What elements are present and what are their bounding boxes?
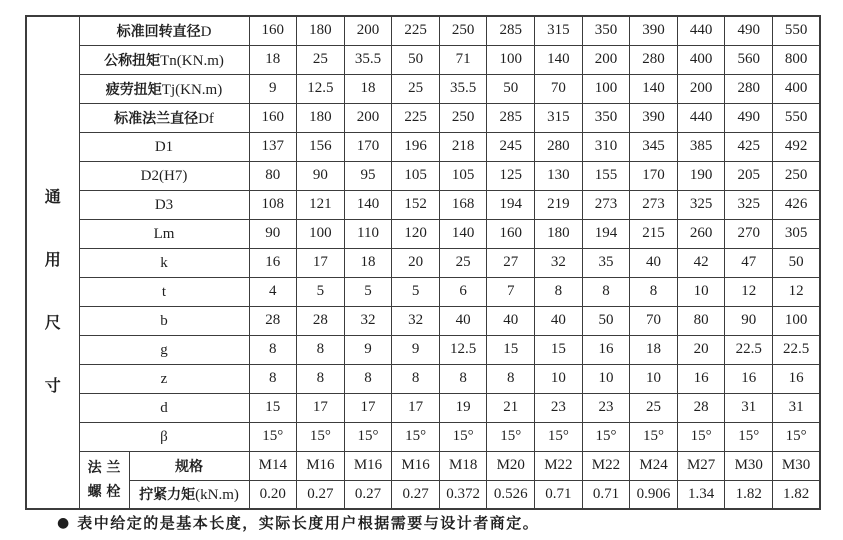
table-cell: 25 xyxy=(392,74,440,103)
table-cell: 108 xyxy=(249,190,297,219)
table-row xyxy=(26,219,820,248)
table-cell: 245 xyxy=(487,132,535,161)
table-cell: 90 xyxy=(249,219,297,248)
table-cell: 8 xyxy=(297,335,345,364)
table-cell: M27 xyxy=(677,451,725,480)
table-cell: 8 xyxy=(535,277,583,306)
table-cell: 10 xyxy=(535,364,583,393)
table-cell: 25 xyxy=(439,248,487,277)
table-cell: 15 xyxy=(487,335,535,364)
table-cell: 8 xyxy=(297,364,345,393)
table-cell: 200 xyxy=(582,45,630,74)
table-cell: 31 xyxy=(773,393,821,422)
table-cell: 9 xyxy=(392,335,440,364)
table-cell: 15° xyxy=(630,422,678,451)
table-cell: 140 xyxy=(535,45,583,74)
row-label-latin: b xyxy=(160,312,168,329)
table-cell: M24 xyxy=(630,451,678,480)
table-cell: 40 xyxy=(630,248,678,277)
table-cell: 440 xyxy=(677,16,725,45)
table-cell: 225 xyxy=(392,16,440,45)
table-cell: 17 xyxy=(297,248,345,277)
table-cell: 50 xyxy=(582,306,630,335)
table-cell: 0.27 xyxy=(392,480,440,509)
table-cell: 47 xyxy=(725,248,773,277)
table-cell: 125 xyxy=(487,161,535,190)
table-cell: 7 xyxy=(487,277,535,306)
table-row xyxy=(26,364,820,393)
dimension-group-char: 寸 xyxy=(44,375,61,395)
table-cell: 15° xyxy=(249,422,297,451)
table-row xyxy=(26,393,820,422)
table-cell: 285 xyxy=(487,103,535,132)
table-cell: M30 xyxy=(725,451,773,480)
table-cell: 15° xyxy=(725,422,773,451)
table-cell: 100 xyxy=(297,219,345,248)
table-cell: 194 xyxy=(582,219,630,248)
table-cell: 440 xyxy=(677,103,725,132)
table-row xyxy=(26,335,820,364)
row-label xyxy=(79,103,249,132)
table-cell: 15° xyxy=(392,422,440,451)
dimension-group-chars xyxy=(27,165,79,417)
flange-label-line: 螺 栓 xyxy=(87,483,121,500)
footnote xyxy=(57,512,539,533)
row-label xyxy=(129,480,249,509)
row-label-latin: Df xyxy=(198,110,214,127)
table-row xyxy=(26,16,820,45)
table-cell: 17 xyxy=(297,393,345,422)
table-cell: 156 xyxy=(297,132,345,161)
table-cell: 250 xyxy=(773,161,821,190)
table-cell: 390 xyxy=(630,103,678,132)
table-cell: 12.5 xyxy=(297,74,345,103)
table-cell: 15 xyxy=(535,335,583,364)
table-cell: 0.20 xyxy=(249,480,297,509)
table-cell: 155 xyxy=(582,161,630,190)
table-cell: 270 xyxy=(725,219,773,248)
table-cell: 8 xyxy=(582,277,630,306)
table-cell: 0.27 xyxy=(344,480,392,509)
table-cell: 4 xyxy=(249,277,297,306)
table-cell: 15° xyxy=(487,422,535,451)
table-cell: 490 xyxy=(725,16,773,45)
row-label xyxy=(79,422,249,451)
table-cell: 5 xyxy=(392,277,440,306)
table-cell: 15° xyxy=(582,422,630,451)
table-cell: 22.5 xyxy=(773,335,821,364)
dimension-group-char: 用 xyxy=(44,249,61,269)
row-label-latin: D xyxy=(200,23,212,40)
table-cell: 280 xyxy=(535,132,583,161)
table-cell: 35.5 xyxy=(344,45,392,74)
table-cell: M18 xyxy=(439,451,487,480)
table-row xyxy=(26,103,820,132)
table-cell: 6 xyxy=(439,277,487,306)
table-cell: M20 xyxy=(487,451,535,480)
row-label-zh: 标准回转直径 xyxy=(116,23,201,40)
table-cell: 8 xyxy=(249,364,297,393)
row-label-latin: β xyxy=(160,428,168,445)
table-cell: 0.71 xyxy=(582,480,630,509)
table-cell: 15° xyxy=(297,422,345,451)
table-row xyxy=(26,451,820,480)
table-cell: 15° xyxy=(535,422,583,451)
table-cell: 50 xyxy=(392,45,440,74)
row-label xyxy=(79,393,249,422)
row-label xyxy=(79,364,249,393)
table-cell: 8 xyxy=(392,364,440,393)
table-cell: 140 xyxy=(344,190,392,219)
table-cell: 12 xyxy=(725,277,773,306)
table-cell: 90 xyxy=(725,306,773,335)
row-label xyxy=(79,132,249,161)
table-cell: 5 xyxy=(297,277,345,306)
table-cell: 260 xyxy=(677,219,725,248)
table-cell: M30 xyxy=(773,451,821,480)
table-cell: 280 xyxy=(725,74,773,103)
table-row xyxy=(26,248,820,277)
table-cell: 152 xyxy=(392,190,440,219)
table-cell: M16 xyxy=(297,451,345,480)
table-cell: M22 xyxy=(582,451,630,480)
row-label xyxy=(79,335,249,364)
table-cell: 160 xyxy=(487,219,535,248)
table-cell: 35.5 xyxy=(439,74,487,103)
table-cell: 120 xyxy=(392,219,440,248)
row-label-zh: 拧紧力矩 xyxy=(139,487,196,504)
table-cell: 105 xyxy=(439,161,487,190)
table-cell: 25 xyxy=(630,393,678,422)
table-cell: 9 xyxy=(344,335,392,364)
row-label-zh: 规格 xyxy=(175,458,203,475)
table-cell: 10 xyxy=(677,277,725,306)
table-cell: 0.27 xyxy=(297,480,345,509)
row-label-latin: D2(H7) xyxy=(140,167,188,184)
flange-label-line: 法 兰 xyxy=(87,459,121,476)
table-cell: 50 xyxy=(487,74,535,103)
table-cell: 219 xyxy=(535,190,583,219)
row-label xyxy=(79,306,249,335)
table-cell: 400 xyxy=(773,74,821,103)
table-cell: 20 xyxy=(392,248,440,277)
table-cell: 170 xyxy=(344,132,392,161)
table-cell: 140 xyxy=(439,219,487,248)
table-cell: 28 xyxy=(297,306,345,335)
row-label-latin: Tn(KN.m) xyxy=(160,52,224,69)
table-cell: 19 xyxy=(439,393,487,422)
spec-table xyxy=(25,15,821,510)
table-cell: 550 xyxy=(773,16,821,45)
table-cell: 35 xyxy=(582,248,630,277)
table-cell: M22 xyxy=(535,451,583,480)
table-cell: 273 xyxy=(582,190,630,219)
row-label xyxy=(79,190,249,219)
table-cell: 18 xyxy=(630,335,678,364)
row-label-latin: g xyxy=(160,341,168,358)
table-cell: 32 xyxy=(344,306,392,335)
table-cell: 22.5 xyxy=(725,335,773,364)
table-cell: 8 xyxy=(249,335,297,364)
table-cell: 12 xyxy=(773,277,821,306)
table-cell: 345 xyxy=(630,132,678,161)
table-cell: 180 xyxy=(297,16,345,45)
dimension-group-char: 通 xyxy=(44,186,61,206)
table-cell: 18 xyxy=(344,248,392,277)
table-cell: 400 xyxy=(677,45,725,74)
row-label xyxy=(129,451,249,480)
table-cell: 0.906 xyxy=(630,480,678,509)
table-cell: 170 xyxy=(630,161,678,190)
table-cell: 90 xyxy=(297,161,345,190)
table-cell: 315 xyxy=(535,103,583,132)
table-cell: 205 xyxy=(725,161,773,190)
row-label xyxy=(79,161,249,190)
table-row xyxy=(26,74,820,103)
table-cell: 80 xyxy=(677,306,725,335)
table-cell: 492 xyxy=(773,132,821,161)
row-label-zh: 标准法兰直径 xyxy=(114,110,199,127)
table-cell: 8 xyxy=(630,277,678,306)
table-cell: 17 xyxy=(344,393,392,422)
table-cell: 80 xyxy=(249,161,297,190)
table-row xyxy=(26,132,820,161)
table-cell: 310 xyxy=(582,132,630,161)
table-cell: 550 xyxy=(773,103,821,132)
table-cell: 16 xyxy=(249,248,297,277)
bullet-icon: ● xyxy=(57,514,70,531)
table-cell: 250 xyxy=(439,103,487,132)
table-cell: 71 xyxy=(439,45,487,74)
row-label xyxy=(79,277,249,306)
table-cell: 426 xyxy=(773,190,821,219)
table-cell: 23 xyxy=(582,393,630,422)
table-cell: 180 xyxy=(535,219,583,248)
row-label-latin: t xyxy=(161,283,167,300)
row-label-latin: d xyxy=(160,399,168,416)
table-cell: 196 xyxy=(392,132,440,161)
table-cell: 16 xyxy=(677,364,725,393)
table-cell: 15° xyxy=(677,422,725,451)
table-cell: 390 xyxy=(630,16,678,45)
table-cell: 32 xyxy=(535,248,583,277)
table-row xyxy=(26,480,820,509)
table-cell: 16 xyxy=(773,364,821,393)
table-cell: 12.5 xyxy=(439,335,487,364)
table-cell: 28 xyxy=(249,306,297,335)
table-cell: 15° xyxy=(773,422,821,451)
table-cell: 490 xyxy=(725,103,773,132)
flange-bolt-group-label xyxy=(79,451,129,509)
table-cell: 21 xyxy=(487,393,535,422)
table-cell: 280 xyxy=(630,45,678,74)
table-cell: 385 xyxy=(677,132,725,161)
table-cell: 27 xyxy=(487,248,535,277)
table-cell: 1.34 xyxy=(677,480,725,509)
table-cell: 0.372 xyxy=(439,480,487,509)
table-cell: M16 xyxy=(392,451,440,480)
table-cell: 0.526 xyxy=(487,480,535,509)
table-cell: 50 xyxy=(773,248,821,277)
table-cell: 200 xyxy=(344,16,392,45)
table-cell: 9 xyxy=(249,74,297,103)
table-cell: 31 xyxy=(725,393,773,422)
table-cell: 20 xyxy=(677,335,725,364)
table-row xyxy=(26,277,820,306)
table-cell: 325 xyxy=(725,190,773,219)
row-label-latin: z xyxy=(160,370,168,387)
table-cell: 28 xyxy=(677,393,725,422)
table-cell: 10 xyxy=(630,364,678,393)
table-cell: 40 xyxy=(535,306,583,335)
table-cell: 40 xyxy=(439,306,487,335)
table-cell: 15 xyxy=(249,393,297,422)
table-cell: 137 xyxy=(249,132,297,161)
row-label-latin: D3 xyxy=(154,196,174,213)
table-cell: 560 xyxy=(725,45,773,74)
row-label-latin: Tj(KN.m) xyxy=(161,81,223,98)
table-cell: 180 xyxy=(297,103,345,132)
table-cell: 5 xyxy=(344,277,392,306)
row-label-latin: D1 xyxy=(154,138,174,155)
table-cell: 305 xyxy=(773,219,821,248)
table-cell: 215 xyxy=(630,219,678,248)
table-cell: 160 xyxy=(249,16,297,45)
table-cell: 15° xyxy=(439,422,487,451)
table-cell: 16 xyxy=(582,335,630,364)
table-cell: 350 xyxy=(582,103,630,132)
table-cell: 42 xyxy=(677,248,725,277)
row-label xyxy=(79,45,249,74)
table-row xyxy=(26,161,820,190)
table-row xyxy=(26,45,820,74)
table-row xyxy=(26,306,820,335)
table-row xyxy=(26,422,820,451)
table-cell: 18 xyxy=(344,74,392,103)
row-label xyxy=(79,16,249,45)
row-label-zh: 疲劳扭矩 xyxy=(105,81,162,98)
table-cell: 315 xyxy=(535,16,583,45)
table-cell: 1.82 xyxy=(725,480,773,509)
row-label-latin: (kN.m) xyxy=(195,487,239,504)
row-label-latin: Lm xyxy=(153,225,175,242)
table-cell: 70 xyxy=(535,74,583,103)
dimension-group-label xyxy=(26,16,79,509)
table-cell: 16 xyxy=(725,364,773,393)
table-cell: M14 xyxy=(249,451,297,480)
table-cell: 250 xyxy=(439,16,487,45)
table-cell: 273 xyxy=(630,190,678,219)
table-cell: 285 xyxy=(487,16,535,45)
table-cell: 17 xyxy=(392,393,440,422)
table-cell: 194 xyxy=(487,190,535,219)
row-label xyxy=(79,248,249,277)
table-cell: 200 xyxy=(344,103,392,132)
table-cell: 0.71 xyxy=(535,480,583,509)
table-cell: 168 xyxy=(439,190,487,219)
row-label-zh: 公称扭矩 xyxy=(104,52,161,69)
table-cell: 32 xyxy=(392,306,440,335)
table-cell: 1.82 xyxy=(773,480,821,509)
row-label-latin: k xyxy=(160,254,168,271)
table-cell: 200 xyxy=(677,74,725,103)
table-cell: 8 xyxy=(344,364,392,393)
table-cell: 225 xyxy=(392,103,440,132)
table-cell: 130 xyxy=(535,161,583,190)
table-row xyxy=(26,190,820,219)
table-cell: 15° xyxy=(344,422,392,451)
table-cell: M16 xyxy=(344,451,392,480)
table-cell: 325 xyxy=(677,190,725,219)
table-cell: 140 xyxy=(630,74,678,103)
table-cell: 95 xyxy=(344,161,392,190)
table-cell: 25 xyxy=(297,45,345,74)
table-cell: 18 xyxy=(249,45,297,74)
dimension-group-char: 尺 xyxy=(44,312,61,332)
table-cell: 425 xyxy=(725,132,773,161)
table-cell: 800 xyxy=(773,45,821,74)
table-cell: 70 xyxy=(630,306,678,335)
table-cell: 10 xyxy=(582,364,630,393)
table-cell: 105 xyxy=(392,161,440,190)
row-label xyxy=(79,219,249,248)
table-cell: 190 xyxy=(677,161,725,190)
table-cell: 160 xyxy=(249,103,297,132)
table-cell: 8 xyxy=(487,364,535,393)
table-cell: 100 xyxy=(773,306,821,335)
table-cell: 8 xyxy=(439,364,487,393)
table-cell: 110 xyxy=(344,219,392,248)
footnote-text: 表中给定的是基本长度，实际长度用户根据需要与设计者商定。 xyxy=(77,514,540,532)
table-cell: 218 xyxy=(439,132,487,161)
table-cell: 350 xyxy=(582,16,630,45)
spec-table-body xyxy=(26,16,820,509)
table-cell: 100 xyxy=(487,45,535,74)
table-cell: 100 xyxy=(582,74,630,103)
table-cell: 121 xyxy=(297,190,345,219)
table-cell: 23 xyxy=(535,393,583,422)
row-label xyxy=(79,74,249,103)
table-cell: 40 xyxy=(487,306,535,335)
